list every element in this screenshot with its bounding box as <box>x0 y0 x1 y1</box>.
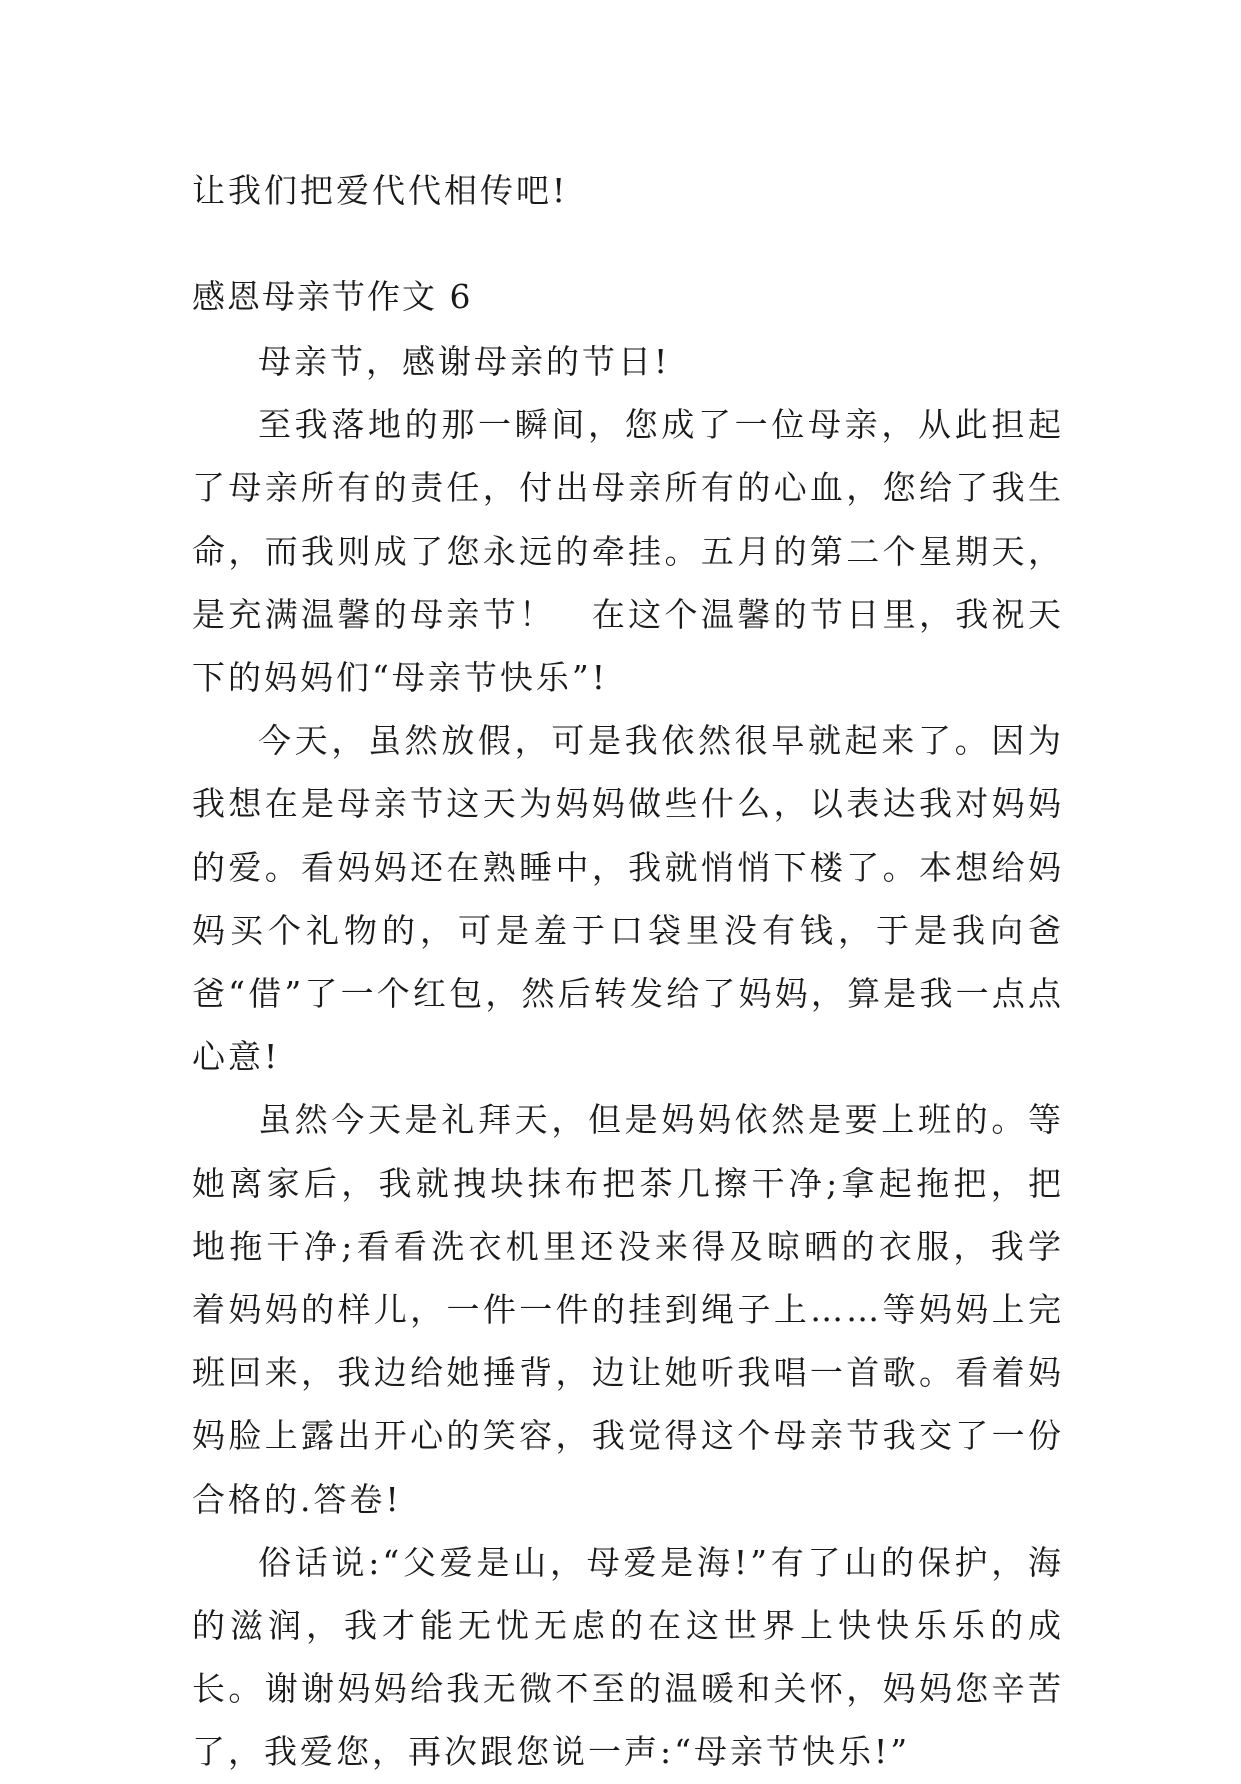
spacer <box>192 224 1064 264</box>
paragraph-3: 今天，虽然放假，可是我依然很早就起来了。因为我想在是母亲节这天为妈妈做些什么，以表达我对妈妈的爱。看妈妈还在熟睡中，我就悄悄下楼了。本想给妈妈买个礼物的，可是羞于口袋里没有钱，于是我向爸爸“借”了一个红包，然后转发给了妈妈，算是我一点点心意! <box>192 721 1064 1077</box>
paragraph-2: 至我落地的那一瞬间，您成了一位母亲，从此担起了母亲所有的责任，付出母亲所有的心血，您给了我生命，而我则成了您永远的牵挂。五月的第二个星期天，是充满温馨的母亲节！ 在这个温馨的节日里，我祝天下的妈妈们“母亲节快乐”! <box>192 405 1064 698</box>
closing-line: 让我们把爱代代相传吧! <box>192 171 569 210</box>
paragraph-5: 俗话说:“父爱是山，母爱是海!”有了山的保护，海的滋润，我才能无忧无虑的在这世界上快快乐乐的成长。谢谢妈妈给我无微不至的温暖和关怀，妈妈您辛苦了，我爱您，再次跟您说一声:“母亲节快乐!” <box>192 1542 1064 1772</box>
paragraph-4: 虽然今天是礼拜天，但是妈妈依然是要上班的。等她离家后，我就拽块抹布把茶几擦干净;拿起拖把，把地拖干净;看看洗衣机里还没来得及晾晒的衣服，我学着妈妈的样儿，一件一件的挂到绳子上……等妈妈上完班回来，我边给她捶背，边让她听我唱一首歌。看着妈妈脸上露出开心的笑容，我觉得这个母亲节我交了一份合格的.答卷! <box>192 1100 1064 1519</box>
essay-title: 感恩母亲节作文 6 <box>192 277 473 316</box>
document-page <box>192 158 1064 1784</box>
paragraph-1: 母亲节，感谢母亲的节日! <box>258 342 671 381</box>
